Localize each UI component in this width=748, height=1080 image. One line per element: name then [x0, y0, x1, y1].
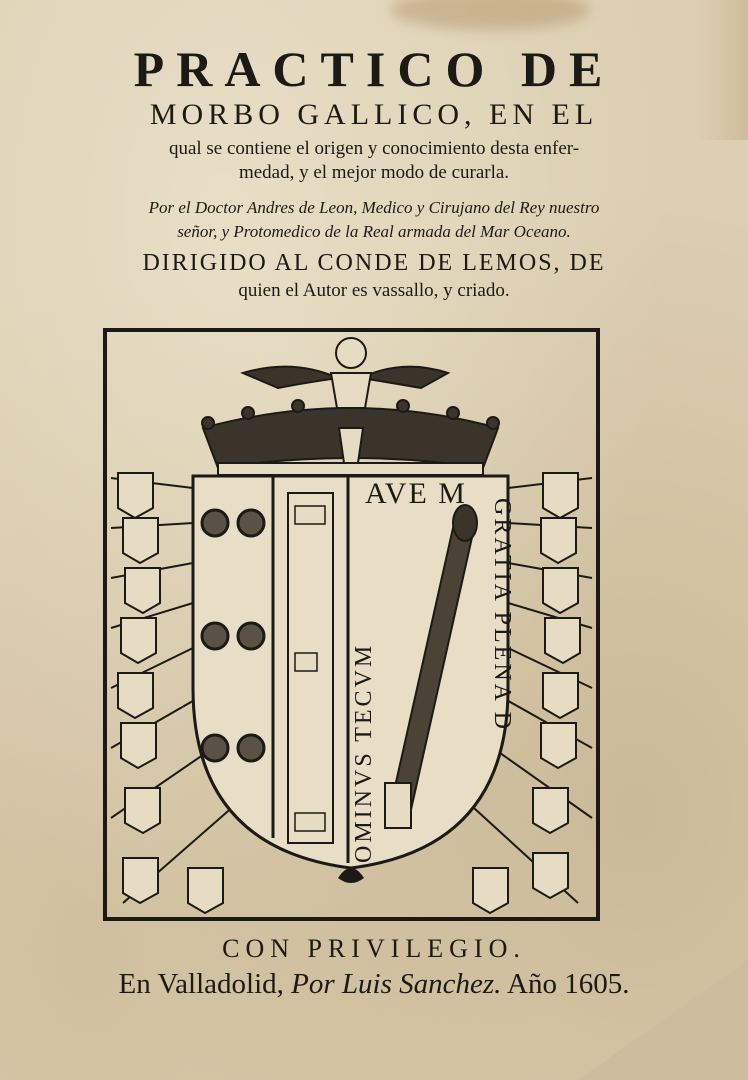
imprint-printer: Por Luis Sanchez.	[291, 968, 502, 1000]
angel-figure	[243, 338, 448, 408]
privilege-line: CON PRIVILEGIO.	[222, 934, 526, 963]
fleur-de-lis-icon	[338, 868, 364, 883]
author-line-2: señor, y Protomedico de la Real armada del Mar Oceano.	[177, 222, 571, 241]
title-line-2: MORBO GALLICO, EN EL	[149, 98, 599, 131]
imprint-year: Año 1605.	[507, 968, 630, 1000]
crown	[202, 400, 499, 475]
dedication-line-1: DIRIGIDO AL CONDE DE LEMOS, DE	[142, 250, 606, 276]
imprint-place: En Valladolid,	[118, 968, 284, 1000]
author-line-1: Por el Doctor Andres de Leon, Medico y Cirujano del Rey nuestro	[148, 198, 600, 217]
inscription-left: OMINVS TECVM	[351, 642, 377, 863]
coat-of-arms-woodcut	[103, 328, 600, 921]
subtitle-line-2: medad, y el mejor modo de curarla.	[238, 162, 510, 183]
title-line-1: PRACTICO DE	[133, 41, 615, 97]
inscription-right: GRATIA PLENA D	[489, 498, 515, 733]
dedication-line-2: quien el Autor es vassallo, y criado.	[238, 280, 510, 301]
imprint-line	[0, 968, 748, 1001]
inscription-top: AVE M	[365, 477, 467, 510]
subtitle-line-1: qual se contiene el origen y conocimiento desta enfer-	[168, 138, 580, 159]
